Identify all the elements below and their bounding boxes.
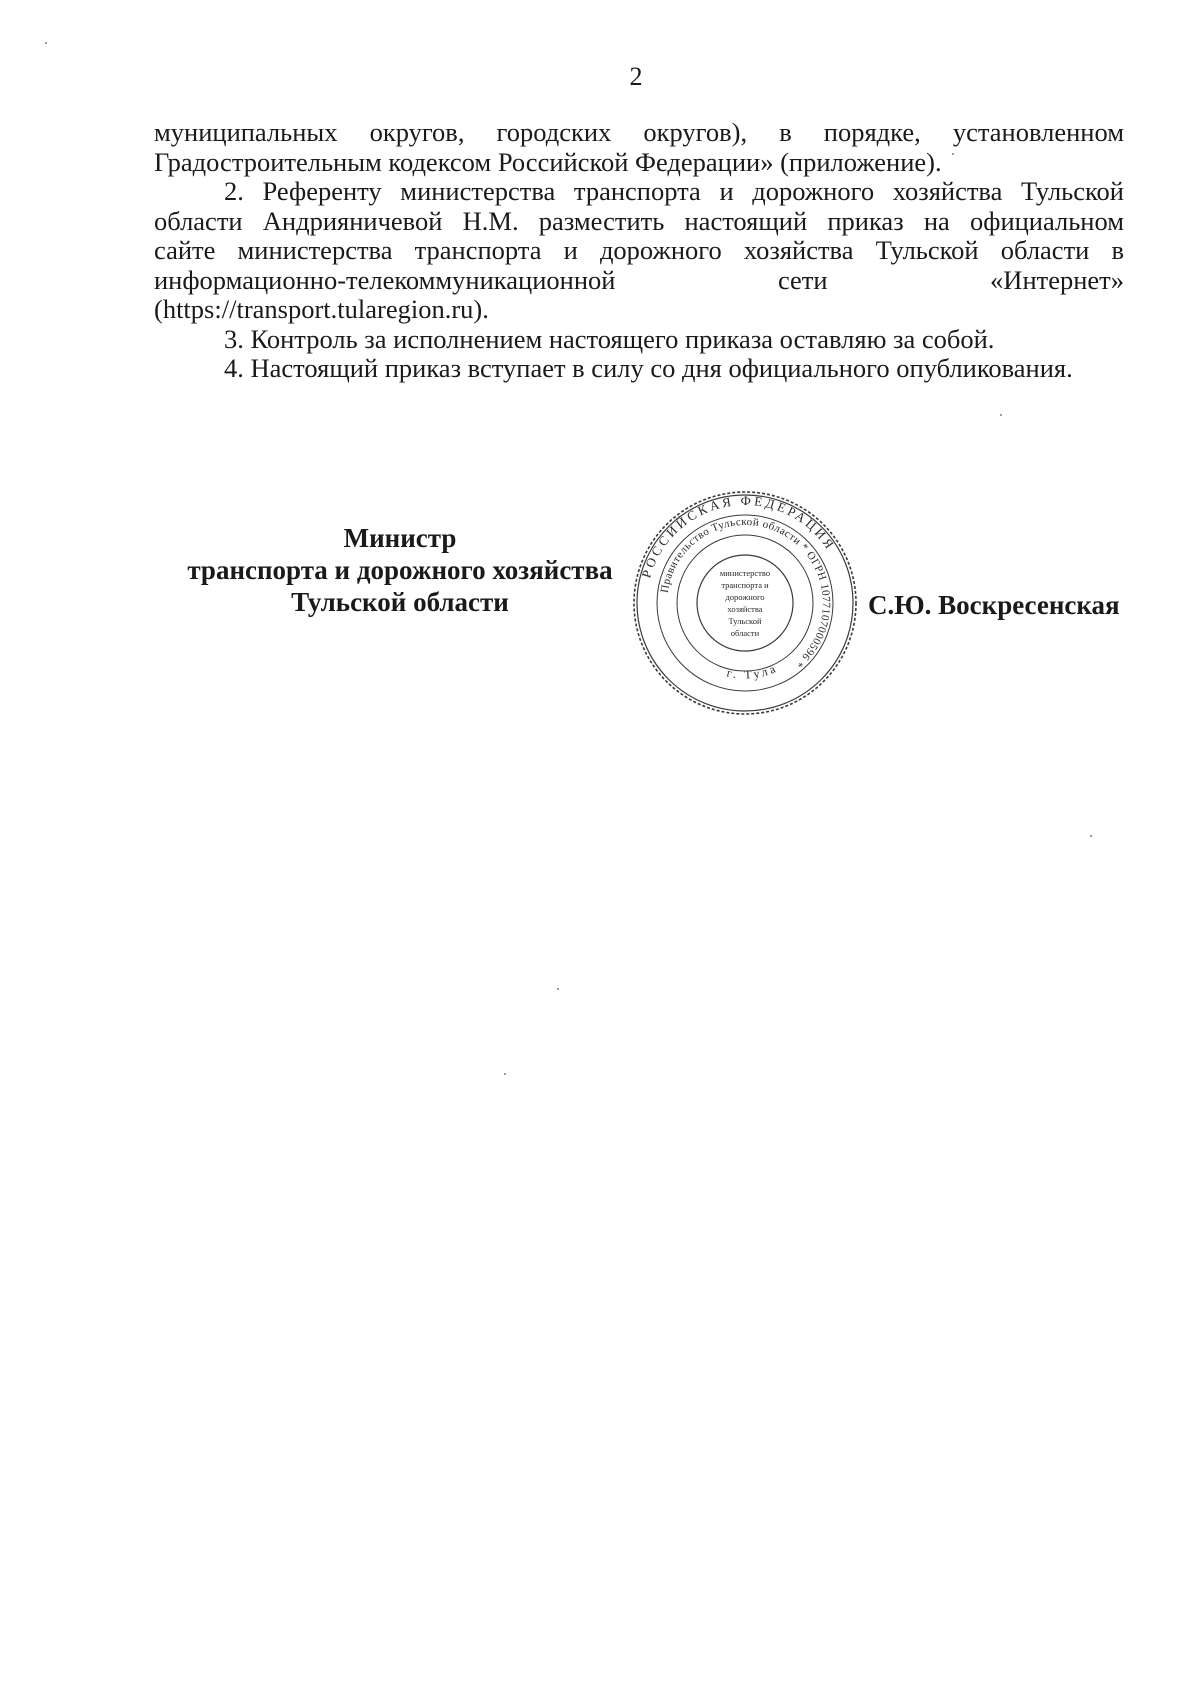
stamp-center-line-3: дорожного: [725, 592, 765, 602]
stamp-middle-ring-text: Правительство Тульской области * ОГРН 1077107000596 *: [658, 515, 833, 670]
scan-speck: [1000, 414, 1002, 416]
official-stamp-seal: [632, 490, 858, 716]
page-number: 2: [629, 62, 643, 91]
paragraph-4-line-1: 4. Настоящий приказ вступает в силу со дня официального опубликования.: [224, 353, 1073, 383]
paragraph-1: [154, 118, 1124, 177]
document-body: [154, 118, 1124, 384]
stamp-outer-ring-text: РОССИЙСКАЯ ФЕДЕРАЦИЯ: [638, 492, 839, 580]
scan-speck: [504, 1073, 506, 1075]
paragraph-2: [154, 177, 1124, 325]
paragraph-2-line-2: области Андрияничевой Н.М. разместить настоящий приказ на официальном: [154, 205, 1124, 236]
paragraph-2-line-3: сайте министерства транспорта и дорожного хозяйства Тульской области в: [154, 235, 1124, 265]
paragraph-3: [154, 325, 1124, 355]
stamp-center-line-4: хозяйства: [727, 604, 763, 614]
paragraph-3-line-1: 3. Контроль за исполнением настоящего приказа оставляю за собой.: [224, 323, 995, 354]
scan-speck: [952, 153, 954, 155]
signatory-title-line-1: Министр: [343, 523, 457, 553]
signatory-title: [170, 522, 630, 618]
paragraph-2-line-5: (https://transport.tularegion.ru).: [154, 294, 489, 324]
stamp-center-line-6: области: [730, 628, 760, 638]
stamp-center-line-1: министерство: [719, 568, 771, 578]
stamp-center-line-2: транспорта и: [721, 580, 769, 590]
signatory-name: С.Ю. Воскресенская: [868, 590, 1120, 620]
signatory-title-line-3: Тульской области: [291, 587, 509, 617]
stamp-center-line-5: Тульской: [728, 616, 762, 626]
paragraph-2-line-1: 2. Референту министерства транспорта и дорожного хозяйства Тульской: [224, 176, 1124, 206]
paragraph-1-line-1: муниципальных округов, городских округов), в порядке, установленном: [154, 117, 1124, 147]
paragraph-4: [154, 354, 1124, 384]
scan-speck: [45, 42, 47, 44]
scan-speck: [1090, 835, 1092, 837]
signatory-title-line-2: транспорта и дорожного хозяйства: [187, 555, 613, 585]
paragraph-1-line-2: Градостроительным кодексом Российской Федерации» (приложение).: [154, 146, 942, 177]
scan-speck: [557, 988, 559, 990]
paragraph-2-line-4: информационно-телекоммуникационной сети «Интернет»: [154, 264, 1124, 295]
stamp-bottom-text: г. Тула: [725, 660, 781, 682]
